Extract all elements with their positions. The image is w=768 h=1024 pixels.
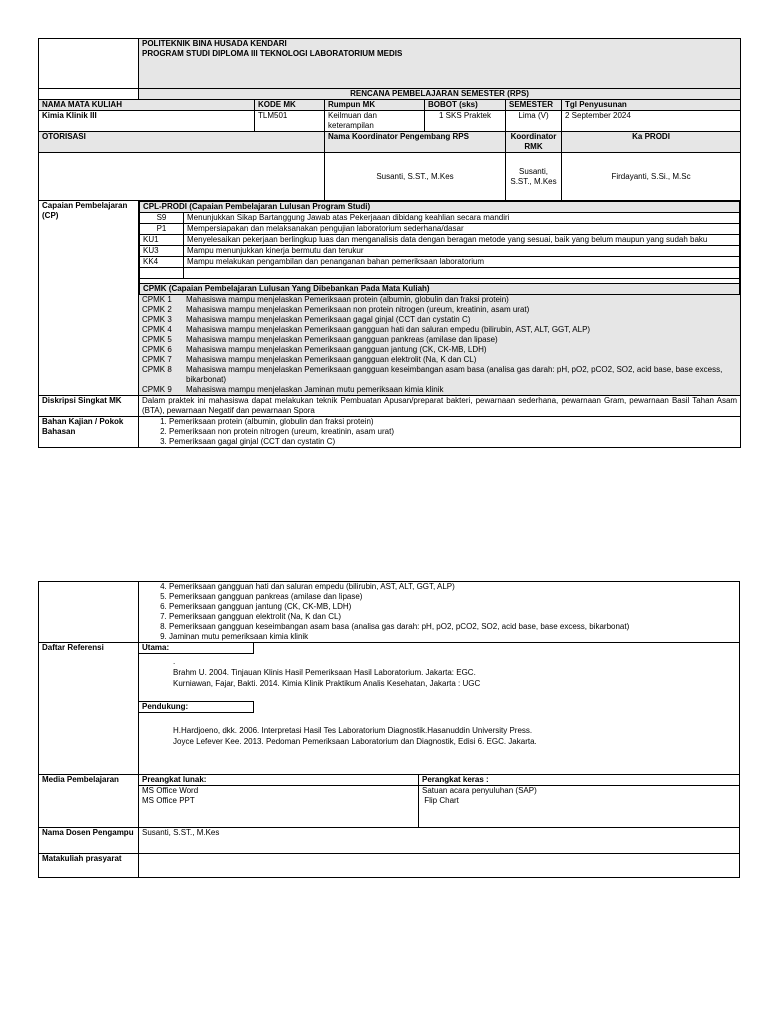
list-item: Satuan acara penyuluhan (SAP)	[422, 786, 537, 795]
cpmk-row: CPMK 7 Mahasiswa mampu menjelaskan Pemeriksaan gangguan elektrolit (Na, K dan CL)	[142, 355, 477, 364]
list-item: 1. Pemeriksaan protein (albumin, globulin dan fraksi protein)	[169, 417, 740, 427]
media-values-row	[39, 786, 740, 828]
list-item: Flip Chart	[422, 796, 459, 805]
course-header-values: Kimia Klinik III TLM501 Keilmuan dan keterampilan 1 SKS Praktek Lima (V) 2 September 2024	[39, 111, 741, 132]
cpmk-row: CPMK 5 Mahasiswa mampu menjelaskan Pemeriksaan gangguan pankreas (amilase dan lipase)	[142, 335, 498, 344]
list-item: 9. Jaminan mutu pemeriksaan kimia klinik	[169, 632, 739, 642]
course-header-labels: NAMA MATA KULIAH KODE MK Rumpun MK BOBOT (sks) SEMESTER Tgl Penyusunan	[39, 100, 741, 111]
cp-section	[39, 201, 741, 396]
rps-table-page2	[38, 581, 740, 878]
otorisasi-names: Susanti, S.ST., M.Kes Susanti, S.ST., M.Kes Firdayanti, S.Si., M.Sc	[39, 153, 741, 201]
cpl-row: KK4 Mampu melakukan pengambilan dan penanganan bahan pemeriksaan laboratorium	[140, 257, 740, 268]
reference-item: Kurniawan, Fajar, Bakti. 2014. Kimia Klinik Praktikum Analis Kesehatan, Jakarta : UGC	[173, 679, 481, 688]
list-item: 8. Pemeriksaan gangguan keseimbangan asam basa (analisa gas darah: pH, pO2, pCO2, SO2, acid base, base excess, bikarbonat)	[169, 622, 739, 632]
list-item: 6. Pemeriksaan gangguan jantung (CK, CK-MB, LDH)	[169, 602, 739, 612]
cpmk-row: CPMK 3 Mahasiswa mampu menjelaskan Pemeriksaan gagal ginjal (CCT dan cystatin C)	[142, 315, 471, 324]
deskripsi-text: Dalam praktek ini mahasiswa dapat melakukan teknik Pembuatan Apusan/preparat bakteri, pewarnaan sederhana, pewarnaan Gram, pewarnaan Basil Tahan Asam (BTA), pewarnaan Negatif dan pewarnaan Spora	[139, 396, 741, 417]
cpmk-row: CPMK 1 Mahasiswa mampu menjelaskan Pemeriksaan protein (albumin, globulin dan fraksi protein)	[142, 295, 509, 304]
cpmk-table	[139, 295, 740, 395]
media-label-row: Media Pembelajaran Preangkat lunak: Perangkat keras :	[39, 775, 740, 786]
list-item: 2. Pemeriksaan non protein nitrogen (ureum, kreatinin, asam urat)	[169, 427, 740, 437]
cpmk-row: CPMK 9 Mahasiswa mampu menjelaskan Jaminan mutu pemeriksaan kimia klinik	[142, 385, 444, 394]
cpl-title: CPL-PRODI (Capaian Pembelajaran Lulusan Program Studi)	[140, 202, 740, 213]
cpmk-row: CPMK 8 Mahasiswa mampu menjelaskan Pemeriksaan gangguan keseimbangan asam basa (analisa gas darah: pH, pO2, pCO2, SO2, acid base, base excess, bikarbonat)	[142, 365, 723, 384]
prasyarat-row: Matakuliah prasyarat	[39, 854, 740, 878]
cpl-row: P1 Mempersiapakan dan melaksanakan pengujian laboratorium sederhana/dasar	[140, 224, 740, 235]
reference-item: H.Hardjoeno, dkk. 2006. Interpretasi Hasil Tes Laboratorium Diagnostik.Hasanuddin University Press.	[173, 726, 533, 735]
bahan-kajian-list	[139, 417, 740, 447]
cp-label: Capaian Pembelajaran (CP)	[39, 201, 139, 396]
reference-item: Brahm U. 2004. Tinjauan Klinis Hasil Pemeriksaan Hasil Laboratorium. Jakarta: EGC.	[173, 668, 476, 677]
dosen-row: Nama Dosen Pengampu Susanti, S.ST., M.Kes	[39, 828, 740, 854]
cpl-row: KU3 Mampu menunjukkan kinerja bermutu dan terukur	[140, 246, 740, 257]
program-name: PROGRAM STUDI DIPLOMA III TEKNOLOGI LABORATORIUM MEDIS	[142, 49, 403, 58]
rps-table-page1	[38, 38, 741, 448]
cpmk-row: CPMK 4 Mahasiswa mampu menjelaskan Pemeriksaan gangguan hati dan saluran empedu (bilirubin, AST, ALT, GGT, ALP)	[142, 325, 591, 334]
list-item: 7. Pemeriksaan gangguan elektrolit (Na, K dan CL)	[169, 612, 739, 622]
cpl-row: KU1 Menyelesaikan pekerjaan berlingkup luas dan menganalisis data dengan beragan metode yang sesuai, baik yang belum maupun yang sudah baku	[140, 235, 740, 246]
list-item: MS Office PPT	[142, 796, 195, 805]
logo-cell	[39, 39, 139, 89]
list-item: MS Office Word	[142, 786, 199, 795]
pendukung-label: Pendukung:	[139, 701, 254, 713]
cpl-row: S9 Menunjukkan Sikap Bartanggung Jawab atas Pekerjaaan dibidang keahlian secara mandiri	[140, 213, 740, 224]
cpmk-row: CPMK 6 Mahasiswa mampu menjelaskan Pemeriksaan gangguan jantung (CK, CK-MB, LDH)	[142, 345, 487, 354]
utama-label: Utama:	[139, 643, 254, 654]
reference-item: Joyce Lefever Kee. 2013. Pedoman Pemeriksaan Laboratorium dan Diagnostik, Edisi 6. EGC. Jakarta.	[173, 737, 537, 746]
list-item: 3. Pemeriksaan gagal ginjal (CCT dan cystatin C)	[169, 437, 740, 447]
cpl-table	[139, 201, 740, 295]
deskripsi-row: Diskripsi Singkat MK Dalam praktek ini mahasiswa dapat melakukan teknik Pembuatan Apusan/preparat bakteri, pewarnaan sederhana, pewarnaan Gram, pewarnaan Basil Tahan Asam (BTA), pewarnaan Negatif dan pewarnaan Spora	[39, 396, 741, 417]
list-item: 4. Pemeriksaan gangguan hati dan saluran empedu (bilirubin, AST, ALT, GGT, ALP)	[169, 582, 739, 592]
cpmk-title: CPMK (Capaian Pembelajaran Lulusan Yang Dibebankan Pada Mata Kuliah)	[140, 284, 740, 295]
referensi-row: Daftar Referensi Utama: . Brahm U. 2004. Tinjauan Klinis Hasil Pemeriksaan Hasil Laboratorium. Jakarta: EGC. Kurniawan, Fajar, Bakti. 2014. Kimia Klinik Praktikum Analis Kesehatan, Jakarta : UGC Pendukung: H.Hardjoeno, dkk. 2006. Interpretasi Hasil Tes Laboratorium Diagnostik.Hasanuddin University Press. Joyce Lefever Kee. 2013. Pedoman Pemeriksaan Laboratorium dan Diagnostik, Edisi 6. EGC. Jakarta.	[39, 643, 740, 775]
bahan-kajian-list-cont	[139, 582, 739, 642]
institution-name: POLITEKNIK BINA HUSADA KENDARI	[142, 39, 287, 48]
doc-title: RENCANA PEMBELAJARAN SEMESTER (RPS)	[139, 89, 741, 100]
otorisasi-roles: OTORISASI Nama Koordinator Pengembang RPS Koordinator RMK Ka PRODI	[39, 132, 741, 153]
bahan-kajian-cont-row	[39, 582, 740, 643]
otorisasi-label: OTORISASI	[39, 132, 325, 153]
cpmk-row: CPMK 2 Mahasiswa mampu menjelaskan Pemeriksaan non protein nitrogen (ureum, kreatinin, asam urat)	[142, 305, 530, 314]
bahan-kajian-row: Bahan Kajian / Pokok Bahasan 1. Pemeriksaan protein (albumin, globulin dan fraksi protein) 2. Pemeriksaan non protein nitrogen (ureum, kreatinin, asam urat) 3. Pemeriksaan gagal ginjal (CCT dan cystatin C)	[39, 417, 741, 448]
institution-header	[139, 39, 741, 89]
list-item: 5. Pemeriksaan gangguan pankreas (amilase dan lipase)	[169, 592, 739, 602]
